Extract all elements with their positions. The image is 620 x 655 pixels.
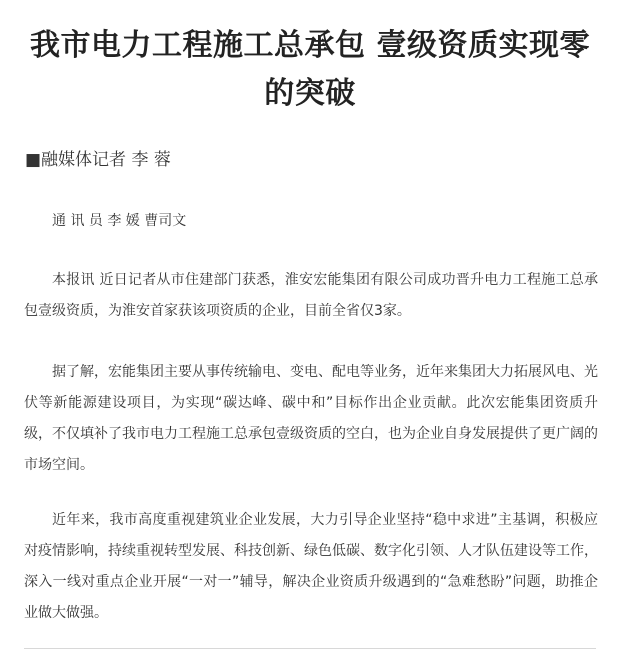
correspondents-line: 通 讯 员 李 媛 曹司文 xyxy=(52,213,187,229)
article-title: 我市电力工程施工总承包 壹级资质实现零的突破 xyxy=(30,28,590,111)
bottom-divider xyxy=(24,648,596,649)
paragraph-lead: 本报讯 近日记者从市住建部门获悉，淮安宏能集团有限公司成功晋升电力工程施工总承包壹级资质，为淮安首家获该项资质的企业，目前全省仅3家。 xyxy=(24,272,598,319)
paragraph-policy: 近年来，我市高度重视建筑业企业发展，大力引导企业坚持“稳中求进”主基调，积极应对疫情影响，持续重视转型发展、科技创新、绿色低碳、数字化引领、人才队伍建设等工作，深入一线对重点企业开展“一对一”辅导，解决企业资质升级遇到的“急难愁盼”问题，助推企业做大做强。 xyxy=(24,512,598,621)
paragraph-background: 据了解，宏能集团主要从事传统输电、变电、配电等业务，近年来集团大力拓展风电、光伏等新能源建设项目，为实现“碳达峰、碳中和”目标作出企业贡献。此次宏能集团资质升级，不仅填补了我市电力工程施工总承包壹级资质的空白，也为企业自身发展提供了更广阔的市场空间。 xyxy=(24,364,598,473)
reporter-byline: ■融媒体记者 李 蓉 xyxy=(25,150,171,170)
